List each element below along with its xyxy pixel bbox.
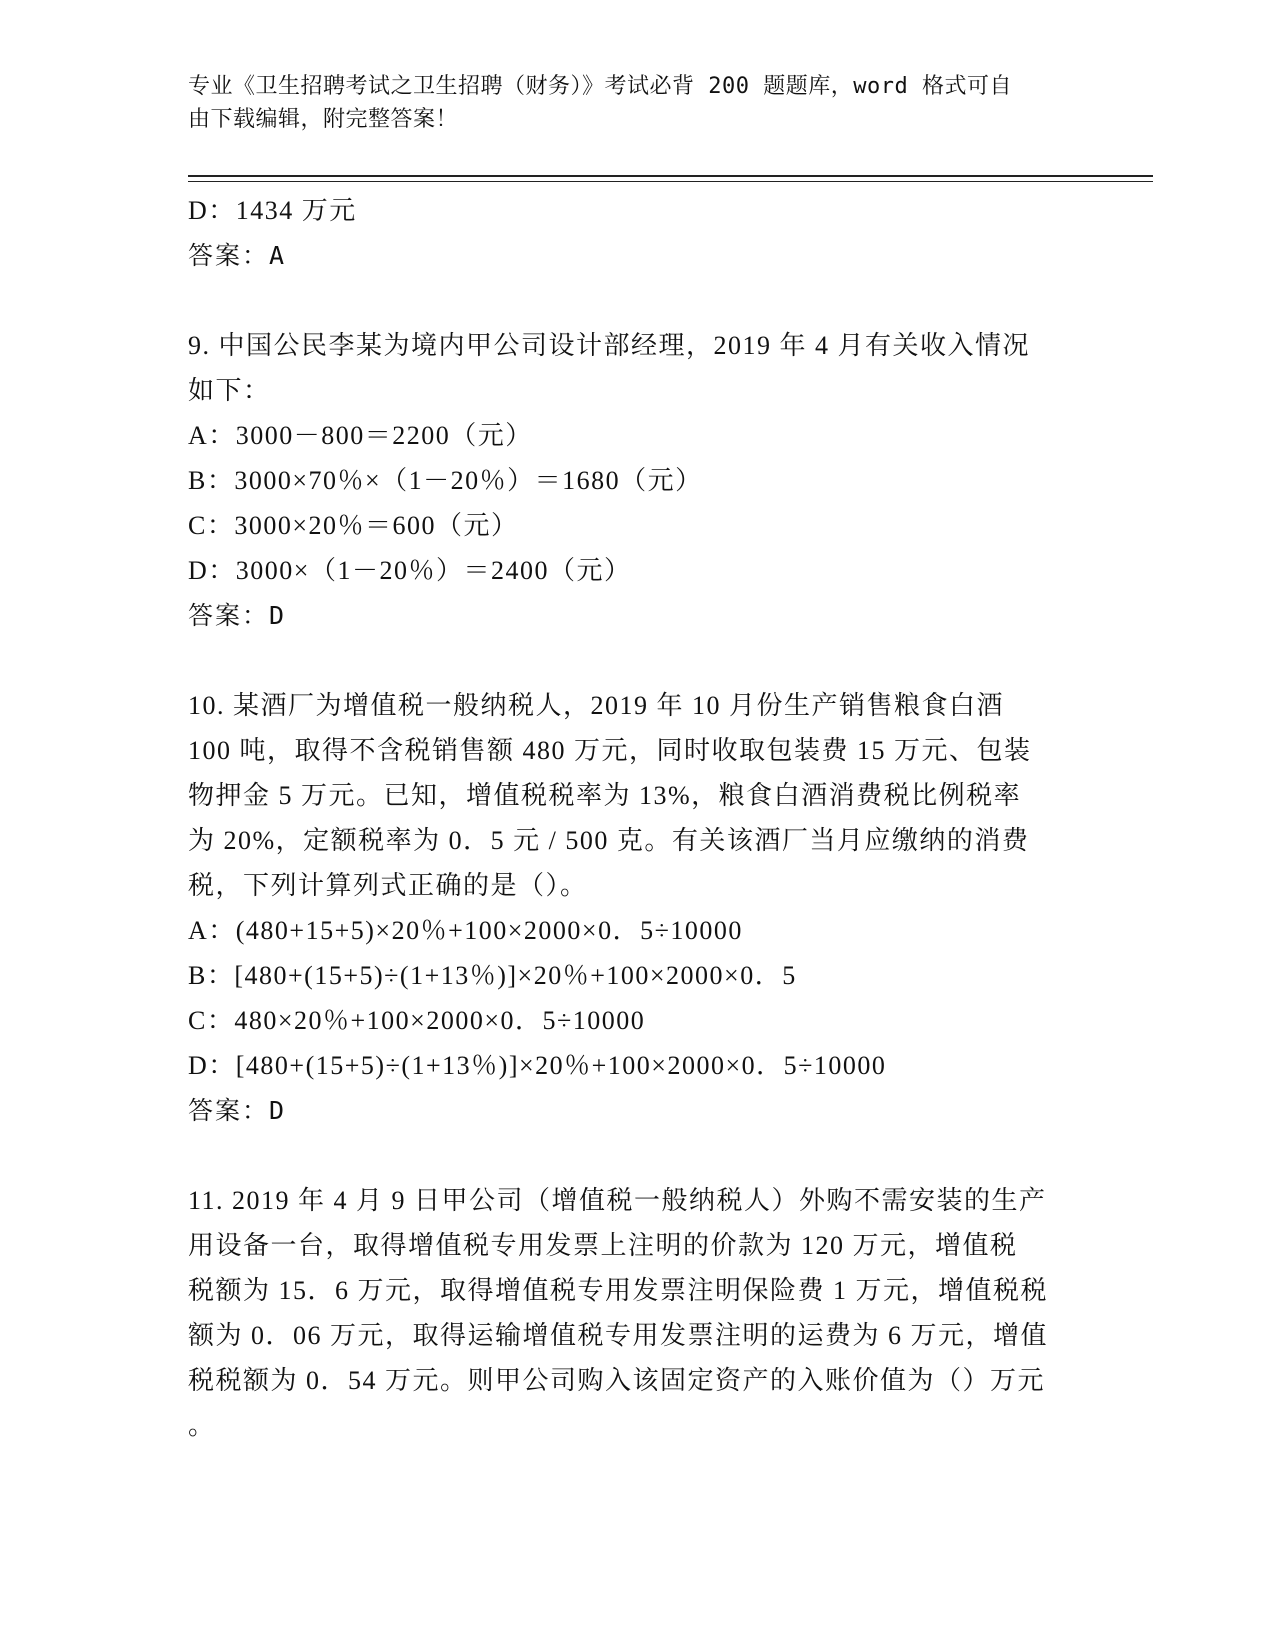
option-b: B：[480+(15+5)÷(1+13％)]×20％+100×2000×0．5 [188, 961, 797, 990]
spacer [188, 1133, 1088, 1178]
option-b: B：3000×70％×（1－20％）＝1680（元） [188, 466, 703, 495]
question-stem-line: 。 [188, 1411, 216, 1440]
header-rule-thick [188, 175, 1153, 177]
question-stem-line: 为 20%，定额税率为 0．5 元 / 500 克。有关该酒厂当月应缴纳的消费 [188, 826, 1030, 855]
question-9 [188, 323, 1088, 638]
option-c: C：3000×20％＝600（元） [188, 511, 519, 540]
question-stem-line: 用设备一台，取得增值税专用发票上注明的价款为 120 万元，增值税 [188, 1231, 1018, 1260]
question-stem-line: 9. 中国公民李某为境内甲公司设计部经理，2019 年 4 月有关收入情况 [188, 331, 1031, 360]
header-line-1: 专业《卫生招聘考试之卫生招聘（财务）》考试必背 200 题题库，word 格式可自 [188, 74, 1012, 99]
answer: 答案：D [188, 1096, 287, 1125]
option-d: D：3000×（1－20％）＝2400（元） [188, 556, 632, 585]
question-stem-line: 税额为 15．6 万元，取得增值税专用发票注明保险费 1 万元，增值税税 [188, 1276, 1049, 1305]
question-stem-line: 10. 某酒厂为增值税一般纳税人，2019 年 10 月份生产销售粮食白酒 [188, 691, 1005, 720]
question-8 [188, 188, 1088, 278]
answer: 答案：A [188, 241, 287, 270]
header-rule-thin [188, 181, 1153, 182]
question-stem-line: 如下： [188, 376, 271, 405]
spacer [188, 278, 1088, 323]
option-d: D：1434 万元 [188, 196, 357, 225]
question-stem-line: 税税额为 0．54 万元。则甲公司购入该固定资产的入账价值为（）万元 [188, 1366, 1046, 1395]
document-body [188, 188, 1088, 1448]
document-header [188, 70, 1068, 136]
question-10 [188, 683, 1088, 1133]
question-stem-line: 税，下列计算列式正确的是（）。 [188, 871, 588, 900]
option-d: D：[480+(15+5)÷(1+13％)]×20％+100×2000×0．5÷10000 [188, 1051, 887, 1080]
option-c: C：480×20％+100×2000×0．5÷10000 [188, 1006, 646, 1035]
option-a: A：(480+15+5)×20％+100×2000×0．5÷10000 [188, 916, 743, 945]
question-stem-line: 100 吨，取得不含税销售额 480 万元，同时收取包装费 15 万元、包装 [188, 736, 1032, 765]
question-11 [188, 1178, 1088, 1448]
answer: 答案：D [188, 601, 287, 630]
header-line-2: 由下载编辑，附完整答案！ [188, 107, 459, 132]
option-a: A：3000－800＝2200（元） [188, 421, 533, 450]
question-stem-line: 11. 2019 年 4 月 9 日甲公司（增值税一般纳税人）外购不需安装的生产 [188, 1186, 1047, 1215]
spacer [188, 638, 1088, 683]
question-stem-line: 额为 0．06 万元，取得运输增值税专用发票注明的运费为 6 万元，增值 [188, 1321, 1049, 1350]
question-stem-line: 物押金 5 万元。已知，增值税税率为 13%，粮食白酒消费税比例税率 [188, 781, 1022, 810]
